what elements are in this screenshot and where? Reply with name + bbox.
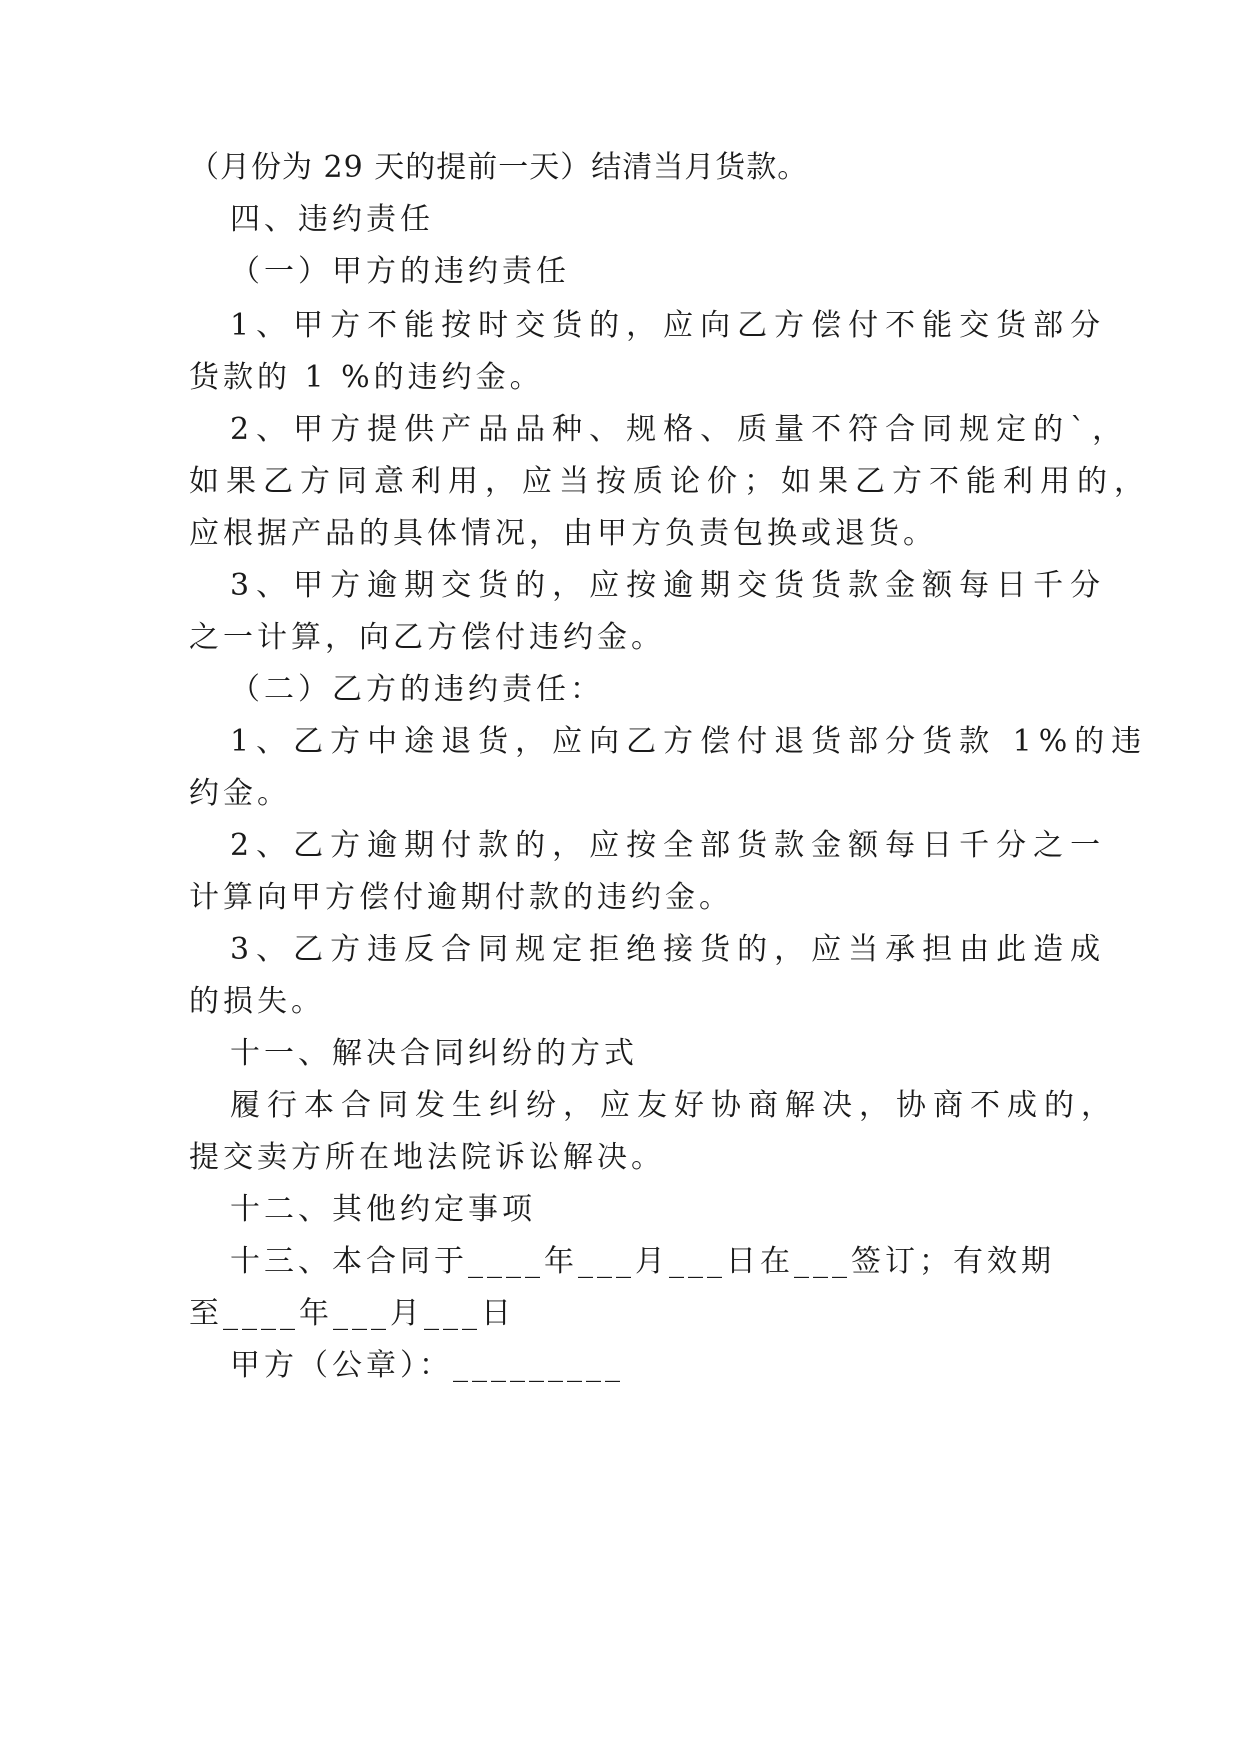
text-line-party-a-seal: 甲方（公章）：_________ xyxy=(230,1348,624,1383)
text-line-a1-end: 货款的 1 %的违约金。 xyxy=(189,360,544,395)
text-line-validity-date: 至____年___月___日 xyxy=(189,1296,515,1331)
text-line-b3-end: 的损失。 xyxy=(189,984,325,1019)
text-line-signing-date: 十三、本合同于____年___月___日在___签订；有效期 xyxy=(230,1244,1055,1279)
text-line-a3-end: 之一计算，向乙方偿付违约金。 xyxy=(189,620,665,655)
text-line-a2-middle: 如果乙方同意利用，应当按质论价；如果乙方不能利用的， xyxy=(189,464,1151,499)
text-line-a3-start: 3、甲方逾期交货的，应按逾期交货货款金额每日千分 xyxy=(230,568,1108,603)
text-line-b2-start: 2、乙方逾期付款的，应按全部货款金额每日千分之一 xyxy=(230,828,1108,863)
heading-dispute-resolution: 十一、解决合同纠纷的方式 xyxy=(230,1036,638,1071)
heading-breach-liability: 四、违约责任 xyxy=(230,202,434,237)
subheading-party-b-liability: （二）乙方的违约责任： xyxy=(230,672,604,707)
text-line-a2-start: 2、甲方提供产品品种、规格、质量不符合同规定的`， xyxy=(230,412,1130,447)
text-line-a2-end: 应根据产品的具体情况，由甲方负责包换或退货。 xyxy=(189,516,937,551)
text-line-payment-settlement: （月份为 29 天的提前一天）结清当月货款。 xyxy=(189,150,809,185)
text-line-b1-end: 约金。 xyxy=(189,776,291,811)
heading-other-matters: 十二、其他约定事项 xyxy=(230,1192,536,1227)
text-line-b3-start: 3、乙方违反合同规定拒绝接货的，应当承担由此造成 xyxy=(230,932,1108,967)
text-line-dispute-start: 履行本合同发生纠纷，应友好协商解决，协商不成的， xyxy=(230,1088,1118,1123)
subheading-party-a-liability: （一）甲方的违约责任 xyxy=(230,254,570,289)
text-line-b1-start: 1、乙方中途退货，应向乙方偿付退货部分货款 1%的违 xyxy=(230,724,1149,759)
text-line-b2-end: 计算向甲方偿付逾期付款的违约金。 xyxy=(189,880,733,915)
text-line-dispute-end: 提交卖方所在地法院诉讼解决。 xyxy=(189,1140,665,1175)
text-line-a1-start: 1、甲方不能按时交货的，应向乙方偿付不能交货部分 xyxy=(230,308,1108,343)
